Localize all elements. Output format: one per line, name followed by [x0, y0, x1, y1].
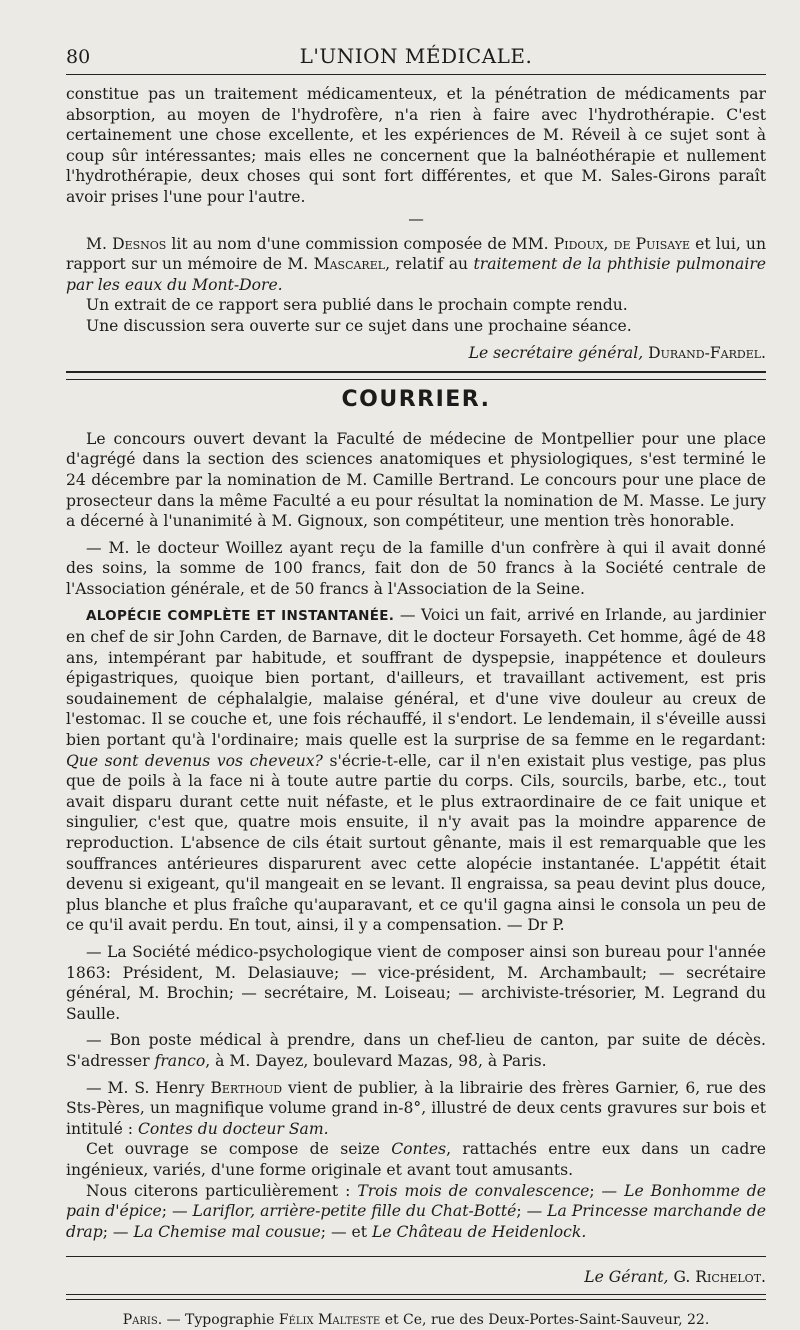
gerant-signature: Le Gérant, G. Richelot.	[584, 1268, 766, 1287]
commission-paragraph: M. Desnos lit au nom d'une commission composée de MM. Pidoux, de Puisaye et lui, un rapport sur un mémoire de M. Mascarel, relatif au traitement de la phthisie pulmonaire par les eaux du Mont-Dore.	[66, 234, 766, 294]
book-title: Contes du docteur Sam.	[137, 1119, 329, 1138]
name-berthoud: Berthoud	[210, 1078, 283, 1097]
secretary-signature: Le secrétaire général, Durand-Fardel.	[468, 343, 766, 362]
name-mascarel: Mascarel	[313, 255, 386, 274]
name-pidoux: Pidoux	[553, 234, 604, 253]
intro-paragraph: constitue pas un traitement médicamenteux, et la pénétration de médicaments par absorption, au moyen de l'hydrofère, n'a rien à faire avec l'hydrothérapie. C'est certainement une chose excellente, et les expériences de M. Réveil à ce sujet sont à coup sûr intéressantes; mais elles ne concernent que la balnéothérapie et nullement l'hydrothérapie, deux choses qui sont fort différentes, et que M. Sales-Girons paraît avoir prises l'une pour l'autre.	[66, 85, 766, 206]
footer-rule	[66, 1256, 766, 1257]
courrier-title: COURRIER.	[341, 387, 491, 413]
commission-extract-note: Un extrait de ce rapport sera publié dans le prochain compte rendu.	[86, 296, 628, 315]
running-title: L'UNION MÉDICALE.	[299, 44, 533, 68]
commission-discussion-note: Une discussion sera ouverte sur ce sujet dans une prochaine séance.	[86, 316, 632, 335]
page-number: 80	[66, 46, 91, 68]
footer-double-rule	[66, 1294, 766, 1300]
name-desnos: Desnos	[112, 234, 167, 253]
page-header	[66, 40, 766, 70]
courrier-paragraph-contes: Cet ouvrage se compose de seize Contes, rattachés entre eux dans un cadre ingénieux, variés, d'une forme originale et avant tout amusants.	[66, 1140, 766, 1179]
report-title: traitement de la phthisie pulmonaire par les eaux du Mont-Dore.	[66, 255, 766, 294]
name-puisaye: de Puisaye	[613, 234, 691, 253]
courrier-paragraph-woillez: — M. le docteur Woillez ayant reçu de la famille d'un confrère à qui il avait donné des soins, la somme de 100 francs, fait don de 50 francs à la Société centrale de l'Association générale, et de 50 francs à l'Association de la Seine.	[66, 538, 766, 598]
header-rule	[66, 74, 766, 75]
courrier-paragraph-societe: — La Société médico-psychologique vient de composer ainsi son bureau pour l'année 1863: Président, M. Delasiauve; — vice-président, M. Archambault; — secrétaire général, M. Brochin; — secrétaire, M. Loiseau; — archiviste-trésorier, M. Legrand du Saulle.	[66, 942, 766, 1023]
double-rule	[66, 371, 766, 380]
courrier-paragraph-alopecie: ALOPÉCIE COMPLÈTE ET INSTANTANÉE. — Voici un fait, arrivé en Irlande, au jardinier en chef de sir John Carden, de Barnave, dit le docteur Forsayeth. Cet homme, âgé de 48 ans, intempérant par habitude, et souffrant de dyspepsie, inappétence et douleurs épigastriques, quoique bien portant, d'ailleurs, et travaillant activement, est pris soudainement de céphalalgie, malaise général, et d'une vive douleur au creux de l'estomac. Il se couche et, une fois réchauffé, il s'endort. Le lendemain, il s'éveille aussi bien portant qu'à l'ordinaire; mais quelle est la surprise de sa femme en le regardant: Que sont devenus vos cheveux? s'écrie-t-elle, car il n'en existait plus vestige, pas plus que de poils à la face ni à toute autre partie du corps. Cils, sourcils, barbe, etc., tout avait disparu durant cette nuit néfaste, et le plus extraordinaire de ce fait unique et singulier, c'est que, quatre mois ensuite, il n'y avait pas la moindre apparence de reproduction. L'absence de cils était surtout gênante, mais il est remarquable que les souffrances antérieures disparurent avec cette alopécie instantanée. L'appétit était devenu si exigeant, qu'il mangeait en se levant. Il engraissa, sa peau devint plus douce, plus blanche et plus fraîche qu'auparavant, et ce qu'il gagna ainsi le consola un peu de ce qu'il avait perdu. En tout, ainsi, il y a compensation. — Dr P.	[66, 606, 766, 935]
courrier-paragraph-titles: Nous citerons particulièrement : Trois mois de convalescence; — Le Bonhomme de pain d'épice; — Lariflor, arrière-petite fille du Chat-Botté; — La Princesse marchande de drap; — La Chemise mal cousue; — et Le Château de Heidenlock.	[66, 1181, 766, 1241]
alopecie-heading: ALOPÉCIE COMPLÈTE ET INSTANTANÉE.	[86, 608, 395, 625]
courrier-paragraph-concours: Le concours ouvert devant la Faculté de médecine de Montpellier pour une place d'agrégé dans la section des sciences anatomiques et physiologiques, s'est terminé le 24 décembre par la nomination de M. Camille Bertrand. Le concours pour une place de prosecteur dans la même Faculté a eu pour résultat la nomination de M. Masse. Le jury a décerné à l'unanimité à M. Gignoux, son compétiteur, une mention très honorable.	[66, 429, 766, 531]
courrier-paragraph-berthoud: — M. S. Henry Berthoud vient de publier, à la librairie des frères Garnier, 6, rue des Sts-Pères, un magnifique volume grand in-8°, illustré de deux cents gravures sur bois et intitulé : Contes du docteur Sam.	[66, 1078, 767, 1138]
section-separator: —	[408, 209, 424, 228]
text-column	[66, 84, 766, 1330]
courrier-paragraph-poste: — Bon poste médical à prendre, dans un chef-lieu de canton, par suite de décès. S'adresser franco, à M. Dayez, boulevard Mazas, 98, à Paris.	[66, 1031, 766, 1070]
printer-imprint: Paris. — Typographie Félix Malteste et Ce, rue des Deux-Portes-Saint-Sauveur, 22.	[122, 1311, 710, 1328]
